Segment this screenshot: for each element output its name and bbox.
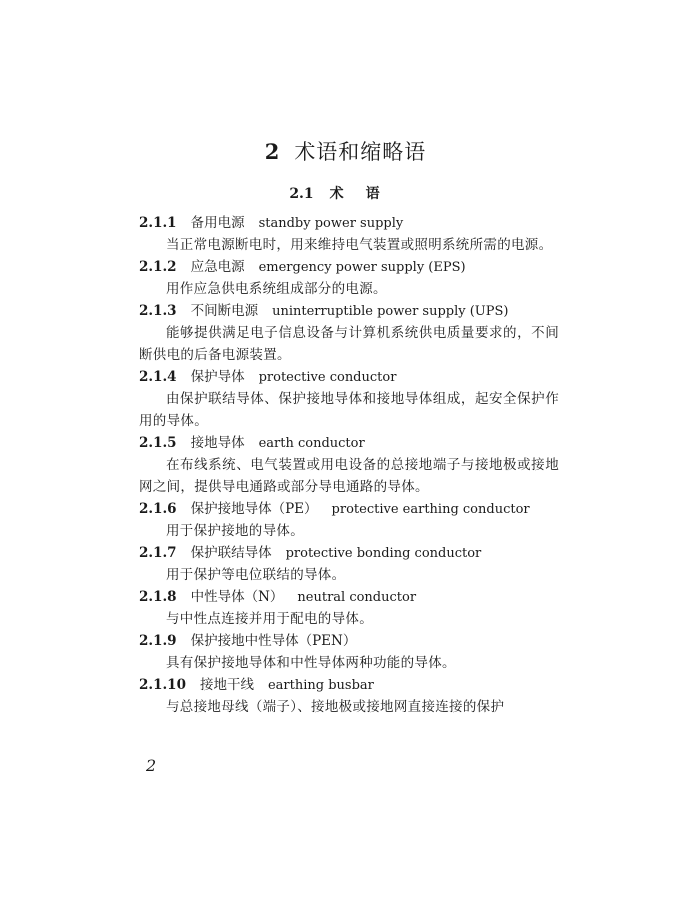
term-english: uninterruptible power supply (UPS) [272,304,509,319]
term-number: 2.1.5 [139,435,177,451]
term-chinese: 备用电源 [190,215,245,231]
terms-list [139,212,559,718]
term-heading [139,366,559,388]
term-number: 2.1.9 [139,633,177,649]
term-heading [139,212,559,234]
term-definition: 当正常电源断电时，用来维持电气装置或照明系统所需的电源。 [166,237,553,253]
term-heading [139,498,559,520]
term-definition: 能够提供满足电子信息设备与计算机系统供电质量要求的，不间断供电的后备电源装置。 [139,325,559,363]
term-number: 2.1.10 [139,677,186,693]
term-english: neutral conductor [297,590,417,605]
page-number: 2 [146,756,157,775]
term-definition: 由保护联结导体、保护接地导体和接地导体组成，起安全保护作用的导体。 [139,391,559,429]
term-definition: 具有保护接地导体和中性导体两种功能的导体。 [166,655,456,671]
term-number: 2.1.4 [139,369,177,385]
term-definition: 与总接地母线（端子）、接地极或接地网直接连接的保护 [166,699,505,715]
term-definition: 用作应急供电系统组成部分的电源。 [166,281,387,297]
term-chinese: 接地导体 [190,435,245,451]
term-heading [139,586,559,608]
term-number: 2.1.2 [139,259,177,275]
section-number: 2.1 [289,186,314,202]
term-number: 2.1.3 [139,303,177,319]
term-english: emergency power supply (EPS) [258,260,466,275]
term-definition: 用于保护等电位联结的导体。 [166,567,346,583]
term-english: earth conductor [258,436,365,451]
term-number: 2.1.8 [139,589,177,605]
term-english: earthing busbar [267,678,374,693]
term-heading [139,432,559,454]
term-chinese: 应急电源 [190,259,245,275]
term-chinese: 中性导体（N） [190,589,284,605]
section-heading [0,183,691,203]
term-definition: 在布线系统、电气装置或用电设备的总接地端子与接地极或接地网之间，提供导电通路或部分导电通路的导体。 [139,457,559,495]
term-chinese: 保护接地导体（PE） [190,501,318,517]
term-chinese: 保护接地中性导体（PEN） [190,633,357,649]
term-definition: 用于保护接地的导体。 [166,523,304,539]
chapter-number: 2 [264,139,281,164]
chapter-title: 术语和缩略语 [294,140,427,164]
term-heading [139,674,559,696]
term-chinese: 保护联结导体 [190,545,272,561]
term-heading [139,542,559,564]
term-english: protective earthing conductor [331,502,530,517]
term-heading [139,630,559,652]
term-chinese: 保护导体 [190,369,245,385]
term-number: 2.1.6 [139,501,177,517]
term-chinese: 接地干线 [199,677,254,693]
term-number: 2.1.1 [139,215,177,231]
term-english: standby power supply [258,216,404,231]
term-heading [139,300,559,322]
term-chinese: 不间断电源 [190,303,259,319]
term-heading [139,256,559,278]
term-english: protective conductor [258,370,397,385]
term-number: 2.1.7 [139,545,177,561]
chapter-heading [0,136,691,166]
section-title: 术语 [329,186,402,202]
term-definition: 与中性点连接并用于配电的导体。 [166,611,373,627]
term-english: protective bonding conductor [285,546,482,561]
